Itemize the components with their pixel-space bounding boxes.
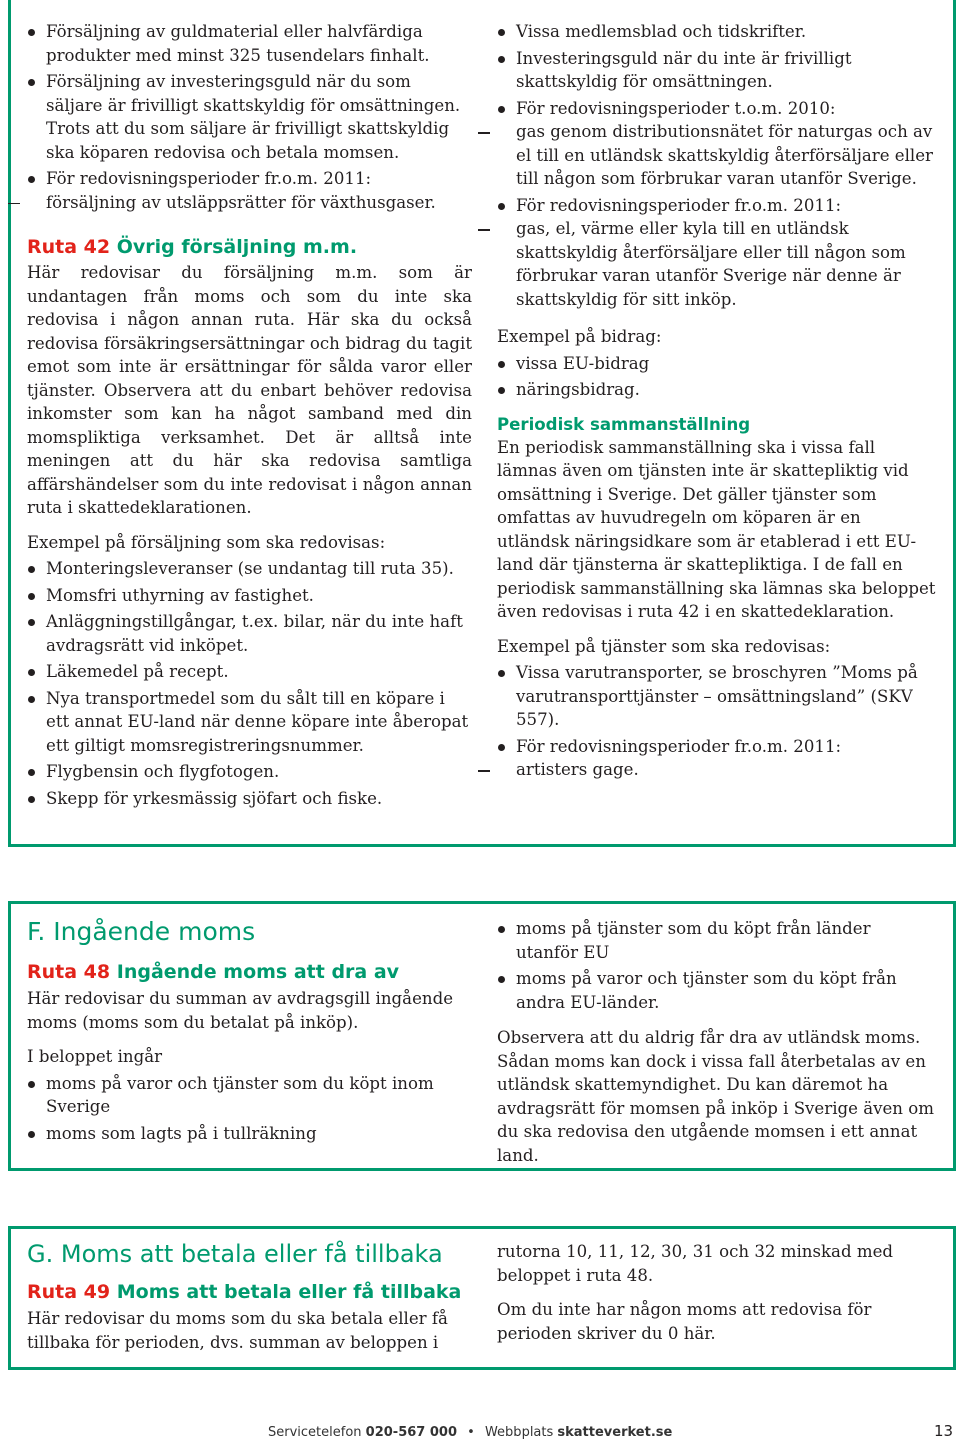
- list-item: Anläggningstillgångar, t.ex. bilar, när du inte haft avdragsrätt vid inköpet.: [27, 610, 472, 657]
- ruta-title: Övrig försäljning m.m.: [116, 236, 358, 258]
- includes-intro: I beloppet ingår: [27, 1047, 163, 1066]
- list-item: Flygbensin och flygfotogen.: [27, 760, 472, 784]
- list-item: näringsbidrag.: [497, 378, 937, 402]
- list-item: Investeringsguld när du inte är frivilligt skattskyldig för omsättningen.: [497, 47, 937, 94]
- list-item: moms som lagts på i tullräkning: [27, 1122, 472, 1146]
- service-label: Servicetelefon: [268, 1425, 362, 1440]
- box2-right-column: [497, 917, 937, 1167]
- example-list: [27, 557, 472, 810]
- dash-item: gas, el, värme eller kyla till en utländsk skattskyldig återförsäljare eller till någon som förbrukar varan utanför Sverige när denne är skattskyldig för sitt inköp.: [478, 217, 937, 311]
- list-item: För redovisningsperioder fr.o.m. 2011:: [497, 194, 937, 218]
- periodisk-paragraph: En periodisk sammanställning ska i vissa fall lämnas även om tjänsten inte är skattepliktig vid omsättning i Sverige. Det gäller tjänster som omfattas av huvudregeln om köparen är en utländsk näringsidkare som är etablerad i ett EU-land där tjänsterna är skattepliktiga. I de fall en periodisk sammanställning ska lämnas ska beloppet även redovisas i ruta 42 i en skattedeklaration.: [497, 437, 936, 621]
- service-number: 020-567 000: [365, 1425, 458, 1440]
- list-item: Försäljning av investeringsguld när du som säljare är frivilligt skattskyldig för omsättningen. Trots att du som säljare är frivilligt skattskyldig ska köparen redovisa och betala momsen.: [27, 70, 472, 164]
- ruta-title: Moms att betala eller få tillbaka: [116, 1281, 462, 1303]
- list-item: vissa EU-bidrag: [497, 352, 937, 376]
- ruta-number: Ruta 49: [27, 1281, 111, 1303]
- ruta-number: Ruta 42: [27, 236, 111, 258]
- list-item: För redovisningsperioder fr.o.m. 2011:: [27, 167, 472, 191]
- footer: [268, 1425, 672, 1440]
- page-number: 13: [934, 1422, 954, 1440]
- right-bullet-list: [497, 917, 937, 1014]
- list-item: Vissa medlemsblad och tidskrifter.: [497, 20, 937, 44]
- list-item: Monteringsleveranser (se undantag till ruta 35).: [27, 557, 472, 581]
- rutorna-paragraph: rutorna 10, 11, 12, 30, 31 och 32 minskad med beloppet i ruta 48.: [497, 1242, 894, 1285]
- web-label: Webbplats: [484, 1425, 554, 1440]
- tjanst-list: [497, 661, 937, 782]
- box1-right-column: [497, 20, 937, 785]
- list-item: moms på varor och tjänster som du köpt från andra EU-länder.: [497, 967, 937, 1014]
- tjanst-intro: Exempel på tjänster som ska redovisas:: [497, 636, 831, 656]
- list-item: Vissa varutransporter, se broschyren ”Moms på varutransporttjänster – omsättningsland” (SKV 557).: [497, 661, 937, 732]
- list-item: Läkemedel på recept.: [27, 660, 472, 684]
- right-bullet-list: [497, 20, 937, 311]
- ruta-42-heading: [27, 235, 472, 259]
- box3-left-column: [27, 1237, 472, 1354]
- dash-item: försäljning av utsläppsrätter för växthusgaser.: [8, 191, 472, 215]
- ruta-49-heading: [27, 1279, 472, 1305]
- includes-list: [27, 1072, 472, 1146]
- section-g-title: G. Moms att betala eller få tillbaka: [27, 1240, 443, 1268]
- bidrag-list: [497, 352, 937, 402]
- ruta-title: Ingående moms att dra av: [116, 961, 400, 983]
- list-item: Momsfri uthyrning av fastighet.: [27, 584, 472, 608]
- ruta-48-heading: [27, 959, 472, 985]
- example-intro: Exempel på försäljning som ska redovisas:: [27, 532, 386, 552]
- ruta-number: Ruta 48: [27, 961, 111, 983]
- list-item: Skepp för yrkesmässig sjöfart och fiske.: [27, 787, 472, 811]
- list-item: För redovisningsperioder t.o.m. 2010:: [497, 97, 937, 121]
- list-item: moms på varor och tjänster som du köpt inom Sverige: [27, 1072, 472, 1119]
- web-url-link[interactable]: skatteverket.se: [557, 1425, 673, 1440]
- ruta-42-paragraph: Här redovisar du försäljning m.m. som är undantagen från moms och som du inte ska redovisa i någon annan ruta. Här ska du också redovisa försäkringsersättningar och bidrag du tagit emot som inte är ersättningar för sålda varor eller tjänster. Observera att du enbart behöver redovisa inkomster som kan ha något samband med din momspliktiga verksamhet. Det är alltså inte meningen att du här ska redovisa samtliga affärshändelser som du inte redovisat i någon annan ruta i skattedeklarationen.: [27, 263, 472, 517]
- om-du-inte-paragraph: Om du inte har någon moms att redovisa för perioden skriver du 0 här.: [497, 1300, 872, 1343]
- list-item: Försäljning av guldmaterial eller halvfärdiga produkter med minst 325 tusendelars finhalt.: [27, 20, 472, 67]
- section-f-title: F. Ingående moms: [27, 917, 256, 946]
- bidrag-intro: Exempel på bidrag:: [497, 327, 662, 346]
- dash-item: artisters gage.: [478, 758, 937, 782]
- box2-left-column: [27, 915, 472, 1148]
- dash-item: gas genom distributionsnätet för naturgas och av el till en utländsk skattskyldig återförsäljare eller till någon som förbrukar varan utanför Sverige.: [478, 120, 937, 191]
- list-item: För redovisningsperioder fr.o.m. 2011:: [497, 735, 937, 759]
- list-item: Nya transportmedel som du sålt till en köpare i ett annat EU-land när denne köpare inte åberopat ett giltigt momsregistreringsnummer.: [27, 687, 472, 758]
- box3-right-column: [497, 1240, 937, 1345]
- list-item: moms på tjänster som du köpt från länder utanför EU: [497, 917, 937, 964]
- box1-left-column: [27, 20, 472, 813]
- top-bullet-list: [27, 20, 472, 214]
- ruta-49-paragraph: Här redovisar du moms som du ska betala eller få tillbaka för perioden, dvs. summan av beloppen i: [27, 1309, 448, 1352]
- footer-separator: •: [467, 1425, 475, 1440]
- periodisk-heading: Periodisk sammanställning: [497, 414, 751, 434]
- ruta-48-paragraph: Här redovisar du summan av avdragsgill ingående moms (moms som du betalat på inköp).: [27, 989, 454, 1032]
- observera-paragraph: Observera att du aldrig får dra av utländsk moms. Sådan moms kan dock i vissa fall återbetalas av en utländsk skattemyndighet. Du kan däremot ha avdragsrätt för momsen på inköp i Sverige även om du ska redovisa den utgående momsen i ett annat land.: [497, 1028, 934, 1165]
